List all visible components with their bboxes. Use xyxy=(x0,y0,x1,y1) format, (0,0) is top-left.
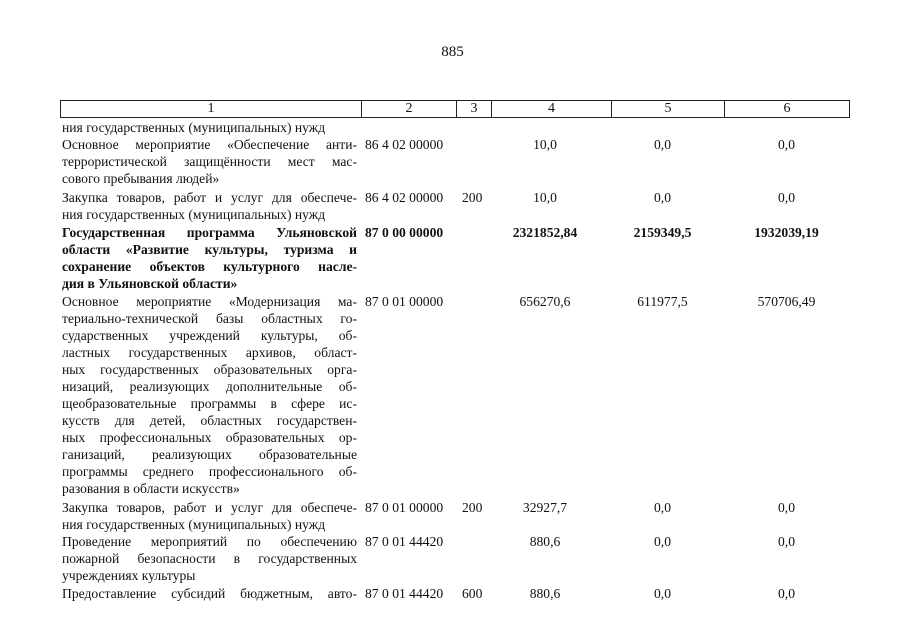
row-name-line: Основное мероприятие «Модернизация ма- xyxy=(62,294,357,309)
row-name-line: террористической защищённости мест мас- xyxy=(62,154,357,169)
row-expense-type: 600 xyxy=(462,586,483,601)
header-col-3: 3 xyxy=(456,101,491,117)
row-code: 87 0 00 00000 xyxy=(365,225,444,240)
row-value-col5: 0,0 xyxy=(654,190,671,205)
row-name xyxy=(62,224,357,292)
row-name-line: Проведение мероприятий по обеспечению xyxy=(62,534,357,549)
row-name-line: сохранение объектов культурного насле- xyxy=(62,259,357,274)
row-value-col4: 656270,6 xyxy=(519,294,571,309)
row-name xyxy=(62,499,357,533)
row-name-line: сударственных учреждений культуры, об- xyxy=(62,328,357,343)
row-name-line: щеобразовательные программы в сфере ис- xyxy=(62,396,357,411)
row-name-line: ных государственных образовательных орга- xyxy=(62,362,357,377)
row-name xyxy=(62,533,357,584)
row-value-col6: 0,0 xyxy=(778,500,795,515)
row-value-col4: 10,0 xyxy=(533,190,557,205)
row-name xyxy=(62,293,357,497)
row-value-col6: 570706,49 xyxy=(757,294,816,309)
row-expense-type: 200 xyxy=(462,190,483,205)
row-name-line: программы среднего профессионального об- xyxy=(62,464,357,479)
row-name-line: Основное мероприятие «Обеспечение анти- xyxy=(62,137,357,152)
row-name-line: дия в Ульяновской области» xyxy=(62,276,238,291)
row-value-col5: 611977,5 xyxy=(637,294,688,309)
header-col-1: 1 xyxy=(207,101,215,116)
header-col-6: 6 xyxy=(724,101,849,117)
row-name xyxy=(62,189,357,223)
header-col-5: 5 xyxy=(611,101,724,117)
row-value-col6: 1932039,19 xyxy=(754,225,819,240)
row-code: 86 4 02 00000 xyxy=(365,137,444,152)
row-name-line: Закупка товаров, работ и услуг для обеспече- xyxy=(62,190,357,205)
row-value-col5: 0,0 xyxy=(654,534,671,549)
row-name xyxy=(62,119,357,136)
row-value-col4: 2321852,84 xyxy=(512,225,578,240)
row-value-col4: 32927,7 xyxy=(522,500,568,515)
row-name-line: низаций, реализующих дополнительные об- xyxy=(62,379,357,394)
row-code: 87 0 01 00000 xyxy=(365,500,444,515)
page-number: 885 xyxy=(441,44,464,60)
row-value-col4: 880,6 xyxy=(529,534,561,549)
row-value-col6: 0,0 xyxy=(778,190,795,205)
row-value-col5: 0,0 xyxy=(654,500,671,515)
row-name-line: ния государственных (муниципальных) нужд xyxy=(62,207,326,222)
row-expense-type: 200 xyxy=(462,500,483,515)
row-value-col5: 2159349,5 xyxy=(633,225,692,240)
row-code: 87 0 01 44420 xyxy=(365,586,444,601)
row-code: 86 4 02 00000 xyxy=(365,190,444,205)
row-value-col6: 0,0 xyxy=(778,137,795,152)
row-code: 87 0 01 00000 xyxy=(365,294,444,309)
row-name xyxy=(62,585,357,602)
row-name-line: области «Развитие культуры, туризма и xyxy=(62,242,357,257)
row-name-line: ластных государственных архивов, област- xyxy=(62,345,357,360)
row-name-line: ния государственных (муниципальных) нужд xyxy=(62,120,326,135)
row-value-col6: 0,0 xyxy=(778,586,795,601)
row-name-line: разования в области искусств» xyxy=(62,481,240,496)
row-value-col6: 0,0 xyxy=(778,534,795,549)
row-name xyxy=(62,136,357,187)
row-value-col4: 10,0 xyxy=(533,137,557,152)
header-col-2: 2 xyxy=(361,101,456,117)
row-name-line: териально-технической базы областных го- xyxy=(62,311,357,326)
table-header xyxy=(60,100,850,118)
row-name-line: ния государственных (муниципальных) нужд xyxy=(62,517,326,532)
row-name-line: учреждениях культуры xyxy=(62,568,196,583)
row-name-line: кусств для детей, областных государствен- xyxy=(62,413,357,428)
row-name-line: Предоставление субсидий бюджетным, авто- xyxy=(62,586,357,601)
row-name-line: ных профессиональных образовательных ор- xyxy=(62,430,357,445)
row-name-line: ганизаций, реализующих образовательные xyxy=(62,447,357,462)
row-value-col4: 880,6 xyxy=(529,586,561,601)
row-name-line: Закупка товаров, работ и услуг для обеспече- xyxy=(62,500,357,515)
row-code: 87 0 01 44420 xyxy=(365,534,444,549)
row-name-line: сового пребывания людей» xyxy=(62,171,220,186)
header-col-4: 4 xyxy=(491,101,611,117)
row-name-line: Государственная программа Ульяновской xyxy=(62,225,357,240)
row-value-col5: 0,0 xyxy=(654,586,671,601)
row-value-col5: 0,0 xyxy=(654,137,671,152)
row-name-line: пожарной безопасности в государственных xyxy=(62,551,357,566)
